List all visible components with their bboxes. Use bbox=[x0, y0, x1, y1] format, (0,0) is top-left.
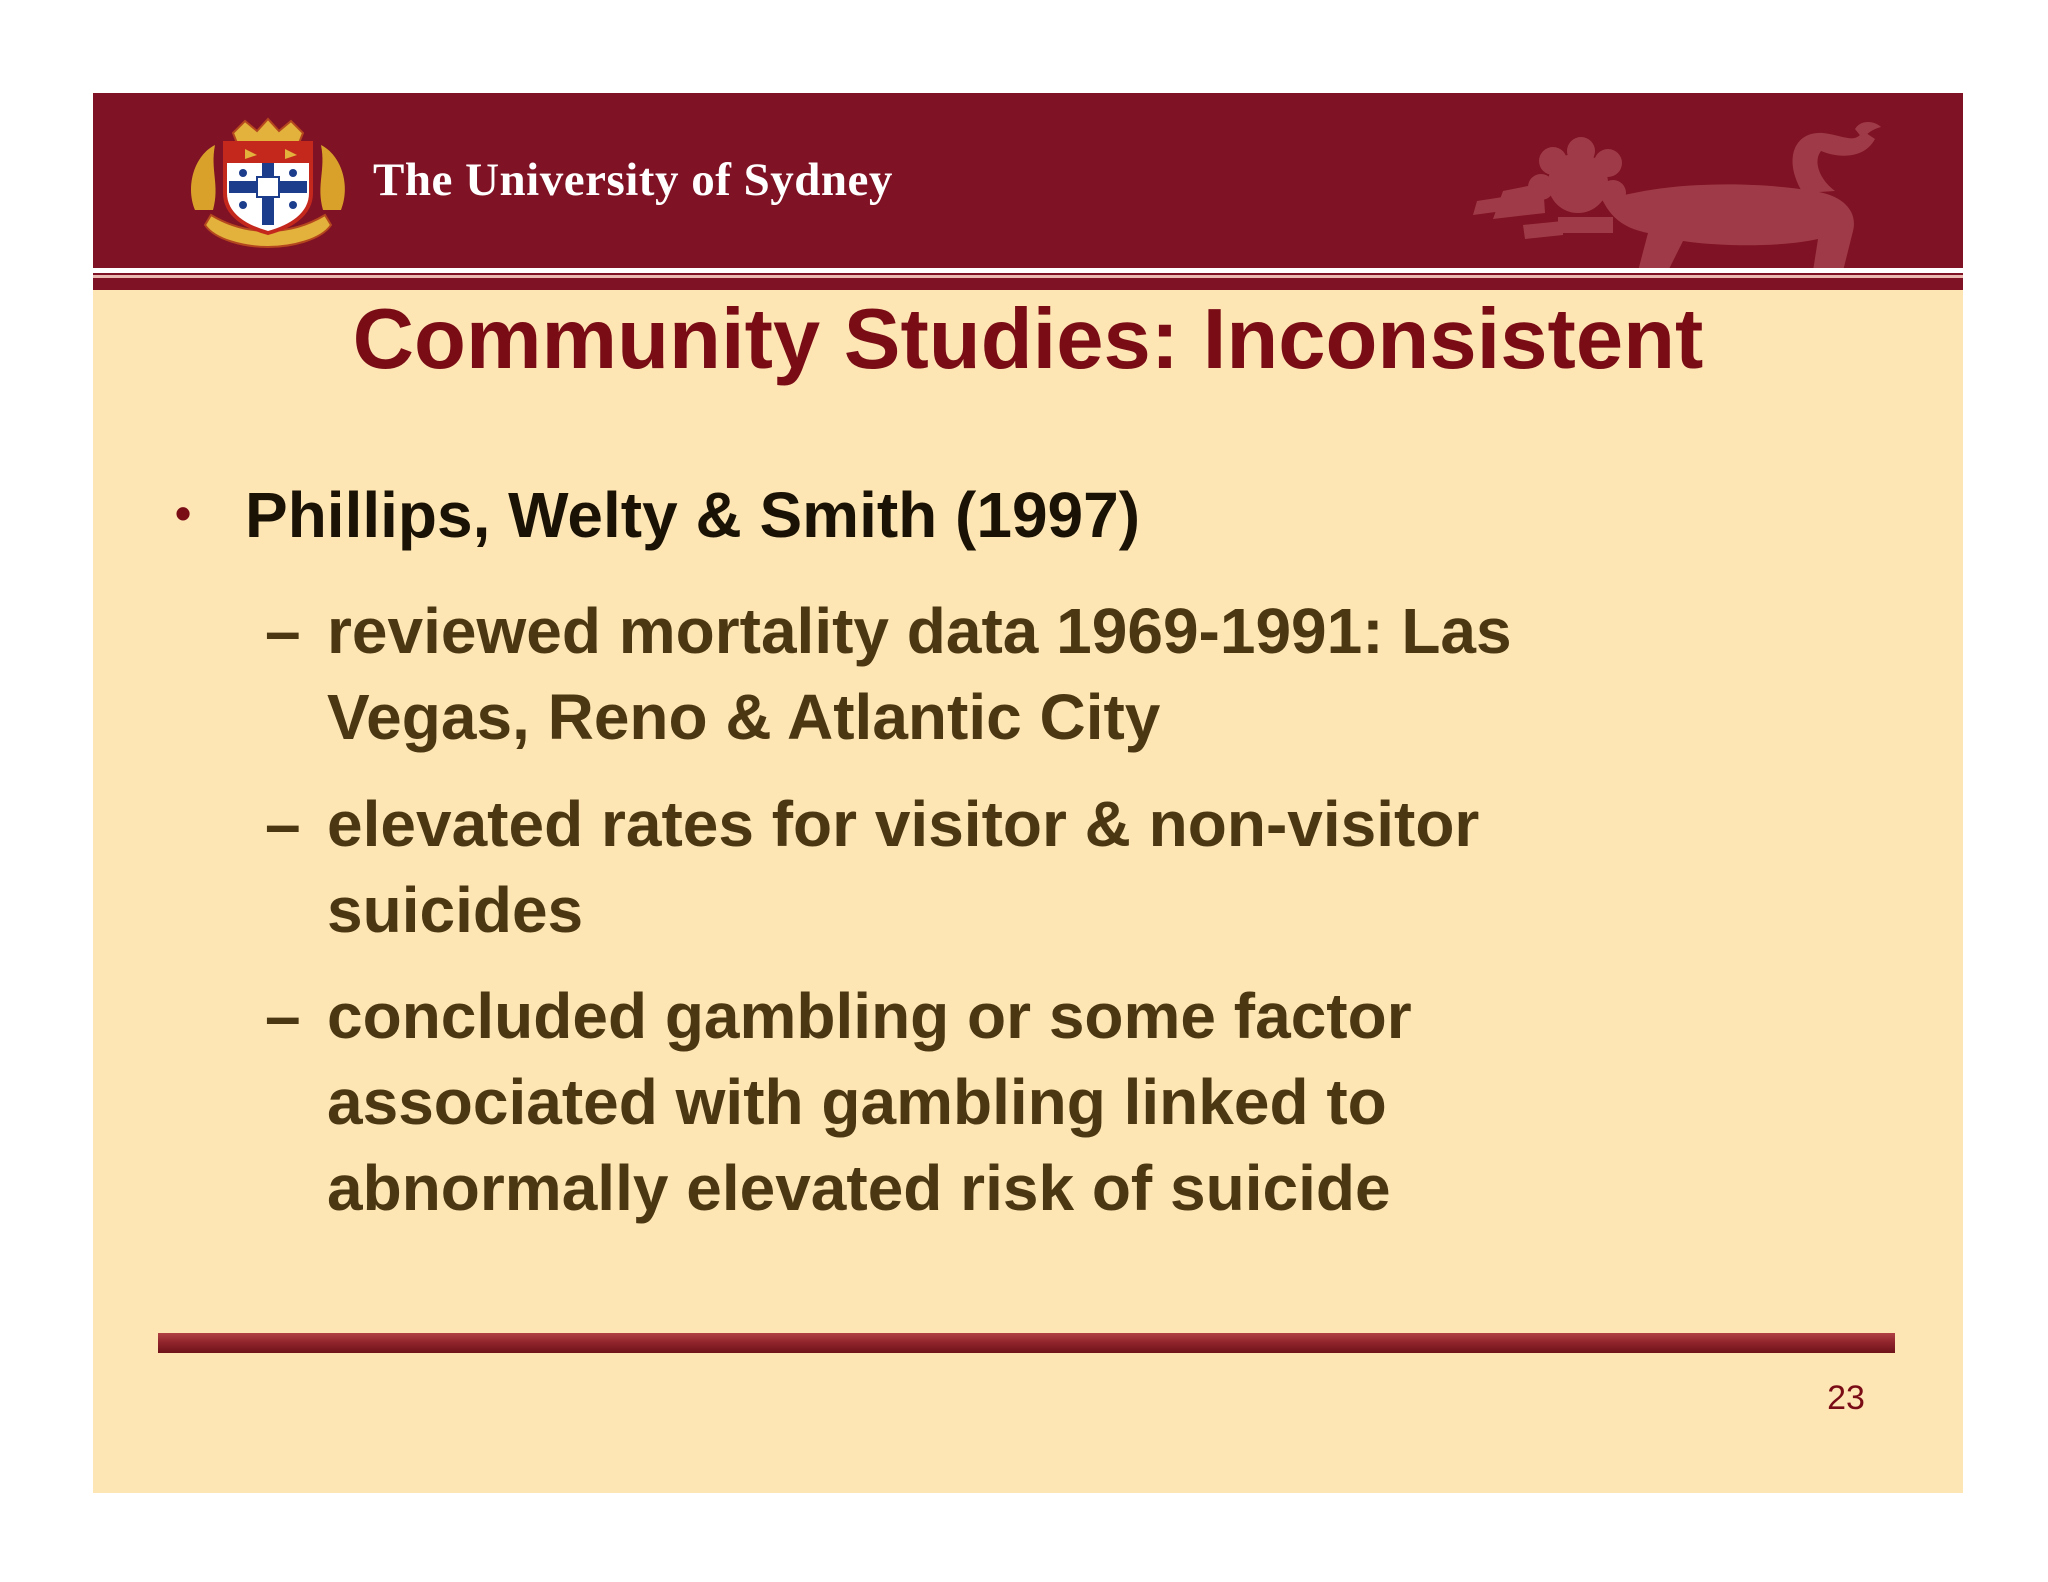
sub-bullet-line: elevated rates for visitor & non-visitor bbox=[327, 788, 1480, 860]
university-crest-icon bbox=[185, 115, 351, 255]
sub-bullet-line: Vegas, Reno & Atlantic City bbox=[327, 681, 1161, 753]
sub-bullet-marker: – bbox=[265, 595, 301, 667]
sub-bullet-item bbox=[265, 588, 1512, 760]
university-name: The University of Sydney bbox=[373, 154, 893, 206]
sub-bullet-line: associated with gambling linked to bbox=[327, 1066, 1387, 1138]
bullet-marker: • bbox=[175, 487, 192, 539]
sub-bullet-line: reviewed mortality data 1969-1991: Las bbox=[327, 595, 1512, 667]
page-number: 23 bbox=[1827, 1379, 1865, 1417]
slide bbox=[93, 93, 1963, 1493]
header-underline-highlight bbox=[93, 275, 1963, 278]
lion-passant-watermark-icon bbox=[1463, 121, 1903, 268]
sub-bullet-line: concluded gambling or some factor bbox=[327, 980, 1412, 1052]
sub-bullet-item bbox=[265, 973, 1412, 1231]
sub-bullet-marker: – bbox=[265, 788, 301, 860]
bullet-item bbox=[173, 478, 1140, 552]
sub-bullet-item bbox=[265, 781, 1479, 953]
bullet-text: Phillips, Welty & Smith (1997) bbox=[245, 479, 1141, 551]
sub-bullet-line: suicides bbox=[327, 874, 584, 946]
header-banner bbox=[93, 93, 1963, 268]
sub-bullet-line: abnormally elevated risk of suicide bbox=[327, 1152, 1391, 1224]
sub-bullet-marker: – bbox=[265, 980, 301, 1052]
slide-title: Community Studies: Inconsistent bbox=[352, 292, 1704, 387]
footer-rule bbox=[158, 1333, 1895, 1353]
